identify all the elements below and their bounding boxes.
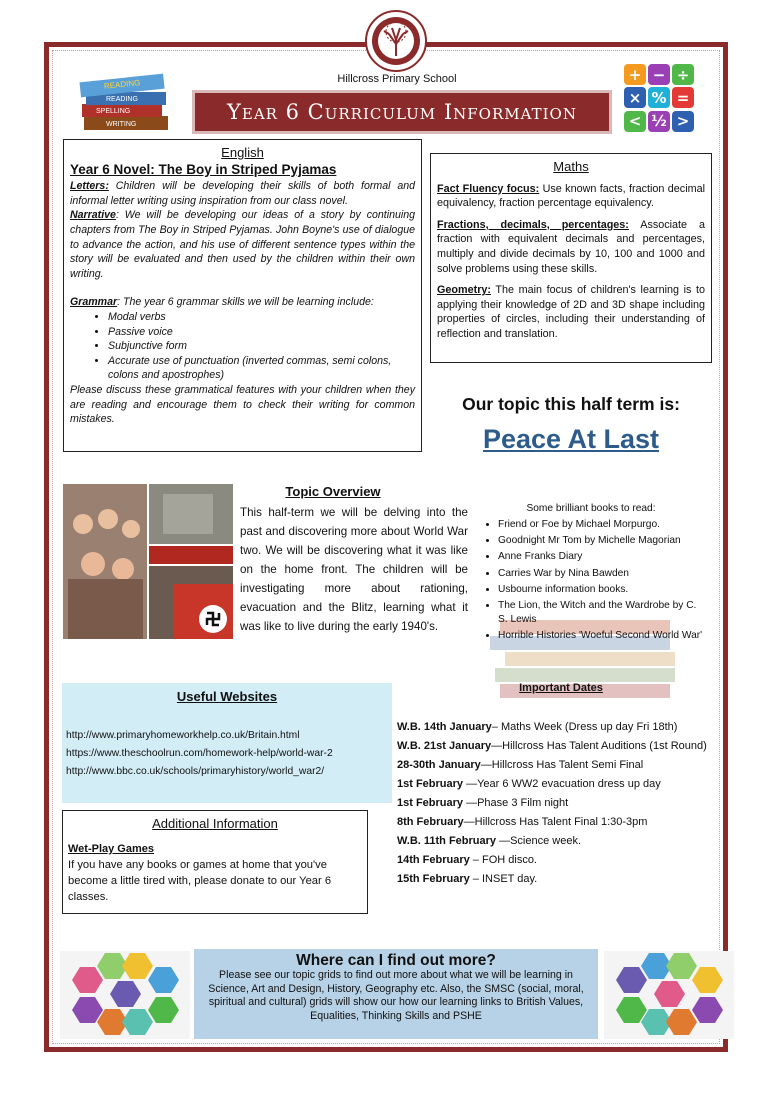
books-list xyxy=(476,518,706,643)
topic-lead: Our topic this half term is: xyxy=(462,394,680,414)
date-label: W.B. 11th February xyxy=(397,835,497,847)
percent-icon: % xyxy=(648,87,670,108)
grammar-list xyxy=(70,310,415,383)
date-label: 1st February xyxy=(397,797,464,809)
website-link[interactable]: http://www.primaryhomeworkhelp.co.uk/Britain.html xyxy=(66,730,300,741)
maths-para-text: Use known facts, fraction decimal equivalency, fraction percentage equivalency. xyxy=(437,182,705,210)
websites-list xyxy=(66,727,386,781)
date-label: 8th February xyxy=(397,816,464,828)
english-closing: Please discuss these grammatical features with your children when they are reading and encourage them to check their writing for common mistakes. xyxy=(70,383,415,426)
maths-symbols-icon xyxy=(624,64,694,132)
grammar-paragraph xyxy=(70,295,415,310)
book-item: • Horrible Histories 'Woeful Second World War' xyxy=(498,629,706,643)
letters-label: Letters: xyxy=(70,180,109,193)
date-event: —Hillcross Has Talent Final 1:30-3pm xyxy=(463,816,648,828)
date-item xyxy=(397,775,707,794)
less-than-icon: < xyxy=(624,111,646,132)
maths-para-text: Associate a fraction with equivalent decimals and percentages, multiply and divide decimals by 10, 100 and 1000 and solve problems using these skills. xyxy=(437,218,706,275)
date-item xyxy=(397,794,707,813)
grammar-label: Grammar xyxy=(70,296,118,309)
grammar-text: : The year 6 grammar skills we will be learning include: xyxy=(117,296,374,309)
topic-name: Peace At Last xyxy=(482,424,660,454)
book-item: • Usbourne information books. xyxy=(498,583,706,597)
novel-title: Year 6 Novel: The Boy in Striped Pyjamas xyxy=(70,161,337,177)
maths-para-label: Geometry: xyxy=(437,284,492,297)
plus-icon: + xyxy=(624,64,646,85)
important-dates-heading: Important Dates xyxy=(519,682,603,694)
maths-paragraph xyxy=(437,182,705,211)
maths-paragraph xyxy=(437,218,705,276)
narrative-label: Narrative xyxy=(70,209,116,222)
book-item: • Goodnight Mr Tom by Michelle Magorian xyxy=(498,534,706,548)
school-name: Hillcross Primary School xyxy=(337,73,457,85)
book-spine-reading-1: READING xyxy=(103,78,141,91)
date-item xyxy=(397,832,707,851)
date-item xyxy=(397,737,707,756)
book-spine-reading-2: READING xyxy=(106,96,138,103)
grammar-item: • Subjunctive form xyxy=(108,339,415,354)
important-dates-list xyxy=(397,718,707,889)
greater-than-icon: > xyxy=(672,111,694,132)
english-heading: English xyxy=(221,145,264,160)
topic-grid-thumbnail-right xyxy=(604,951,734,1039)
date-event: – FOH disco. xyxy=(469,854,537,866)
book-item: • Anne Franks Diary xyxy=(498,550,706,564)
wet-play-heading: Wet-Play Games xyxy=(68,843,155,855)
equals-icon: = xyxy=(672,87,694,108)
maths-paragraph xyxy=(437,283,705,341)
minus-icon: − xyxy=(648,64,670,85)
maths-para-label: Fact Fluency focus: xyxy=(437,182,540,195)
websites-heading: Useful Websites xyxy=(176,689,278,704)
date-label: 28-30th January xyxy=(397,759,481,771)
find-out-more-text: Please see our topic grids to find out more about what we will be learning in Science, Art and Design, History, Geography etc. Also, the SMSC (social, moral, spiritual and cultural) grids will show our how our learning links to British Values, Equalities, Thinking Skills and PSHE xyxy=(208,969,584,1022)
grammar-item: • Modal verbs xyxy=(108,310,415,325)
date-event: —Phase 3 Film night xyxy=(463,797,569,809)
date-item xyxy=(397,718,707,737)
book-item: • Friend or Foe by Michael Morpurgo. xyxy=(498,518,706,532)
date-label: W.B. 14th January xyxy=(397,721,492,733)
find-out-more-section xyxy=(194,949,598,1039)
grammar-item: • Passive voice xyxy=(108,325,415,340)
maths-para-label: Fractions, decimals, percentages: xyxy=(437,218,629,231)
books-heading: Some brilliant books to read: xyxy=(526,503,656,514)
grammar-item: • Accurate use of punctuation (inverted commas, semi colons, colons and apostrophes) xyxy=(108,354,415,383)
book-spine-writing: WRITING xyxy=(106,121,137,128)
website-link[interactable]: http://www.bbc.co.uk/schools/primaryhistory/world_war2/ xyxy=(66,766,325,777)
wet-play-text: If you have any books or games at home that you've become a little tired with, please donate to our Year 6 classes. xyxy=(68,859,332,903)
date-label: 15th February xyxy=(397,873,470,885)
english-section xyxy=(63,139,422,452)
book-item: • The Lion, the Witch and the Wardrobe by C. S. Lewis xyxy=(498,599,706,626)
ww2-photo-collage xyxy=(63,484,233,639)
multiply-icon: × xyxy=(624,87,646,108)
additional-heading: Additional Information xyxy=(152,816,278,831)
letters-text: Children will be developing their skills of both formal and informal letter writing using inspiration from our class novel. xyxy=(70,180,415,207)
date-event: – Maths Week (Dress up day Fri 18th) xyxy=(491,721,678,733)
date-event: —Year 6 WW2 evacuation dress up day xyxy=(463,778,661,790)
topic-grid-thumbnail-left xyxy=(60,951,190,1039)
date-label: 14th February xyxy=(397,854,470,866)
half-icon: ½ xyxy=(648,111,670,132)
date-event: —Science week. xyxy=(496,835,582,847)
date-item xyxy=(397,813,707,832)
maths-section xyxy=(430,153,712,363)
topic-overview-heading: Topic Overview xyxy=(285,484,381,499)
additional-info-section xyxy=(62,810,368,914)
date-label: W.B. 21st January xyxy=(397,740,492,752)
date-item xyxy=(397,851,707,870)
website-link[interactable]: https://www.theschoolrun.com/homework-help/world-war-2 xyxy=(66,748,333,759)
topic-overview-text: This half-term we will be delving into the past and discovering more about World War two. We will be discovering what it was like on the home front. The children will be investigating more about rationing, evacuation and the Blitz, learning what it was like to live during the early 1940's. xyxy=(240,506,468,633)
date-event: —Hillcross Has Talent Auditions (1st Round) xyxy=(491,740,707,752)
books-stack-icon xyxy=(76,66,176,136)
book-spine-spelling: SPELLING xyxy=(96,108,131,115)
find-out-more-heading: Where can I find out more? xyxy=(296,952,496,969)
divide-icon: ÷ xyxy=(672,64,694,85)
date-item xyxy=(397,756,707,775)
date-label: 1st February xyxy=(397,778,464,790)
books-to-read xyxy=(476,502,706,645)
narrative-text: : We will be developing our ideas of a story by continuing chapters from The Boy in Striped Pyjamas. John Boyne's use of dialogue to advance the action, and his use of different sentence types within the story will be evaluated and then used by the children within their own writing. xyxy=(70,209,415,280)
page-title-banner: Year 6 Curriculum Information xyxy=(192,90,612,134)
date-item xyxy=(397,870,707,889)
school-logo xyxy=(365,10,427,72)
letters-paragraph xyxy=(70,179,415,281)
book-item: • Carries War by Nina Bawden xyxy=(498,567,706,581)
maths-heading: Maths xyxy=(553,159,589,174)
date-event: – INSET day. xyxy=(469,873,538,885)
maths-para-text: The main focus of children's learning is to applying their knowledge of 2D and 3D shape including properties of circles, including their understanding of reflection and translation. xyxy=(437,284,705,340)
date-event: —Hillcross Has Talent Semi Final xyxy=(480,759,644,771)
